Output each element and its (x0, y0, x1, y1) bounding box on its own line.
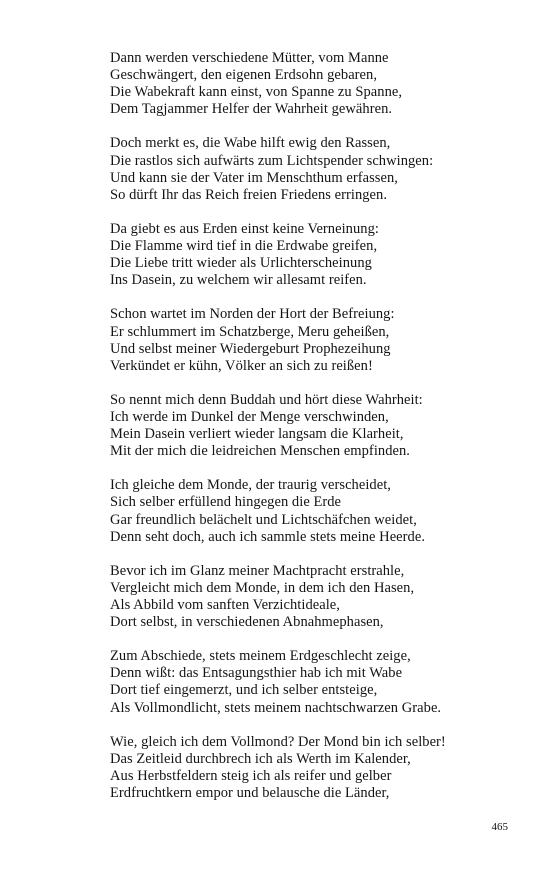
verse-line: So dürft Ihr das Reich freien Friedens erringen. (110, 186, 388, 203)
stanza-7 (110, 563, 510, 631)
verse-line: Denn seht doch, auch ich sammle stets meine Heerde. (110, 528, 426, 545)
verse-line: Dann werden verschiedene Mütter, vom Manne (110, 50, 389, 66)
verse-line: Mit der mich die leidreichen Menschen empfinden. (110, 443, 410, 460)
verse-line: Da giebt es aus Erden einst keine Verneinung: (110, 220, 379, 237)
verse-line: Dem Tagjammer Helfer der Wahrheit gewähren. (110, 101, 393, 118)
page-number: 465 (491, 821, 508, 833)
stanza-6 (110, 477, 510, 545)
stanza-2 (110, 135, 510, 203)
verse-line: Bevor ich im Glanz meiner Machtpracht erstrahle, (110, 562, 405, 579)
verse-line: Das Zeitleid durchbrech ich als Werth im Kalender, (110, 750, 411, 767)
verse-line: Erdfruchtkern empor und belausche die Länder, (110, 785, 390, 802)
verse-line: Ich gleiche dem Monde, der traurig verscheidet, (110, 477, 391, 494)
stanza-4 (110, 306, 510, 374)
verse-line: Vergleicht mich dem Monde, in dem ich den Hasen, (110, 579, 415, 596)
verse-line: Ich werde im Dunkel der Menge verschwinden, (110, 408, 389, 425)
stanza-3 (110, 221, 510, 289)
verse-line: Gar freundlich belächelt und Lichtschäfchen weidet, (110, 511, 417, 528)
verse-line: Wie, gleich ich dem Vollmond? Der Mond bin ich selber! (110, 733, 446, 750)
verse-line: Die Liebe tritt wieder als Urlichterscheinung (110, 255, 372, 272)
verse-line: Zum Abschiede, stets meinem Erdgeschlecht zeige, (110, 648, 411, 665)
verse-line: Ins Dasein, zu welchem wir allesamt reifen. (110, 272, 367, 289)
verse-line: Und kann sie der Vater im Menschthum erfassen, (110, 169, 398, 186)
verse-line: Schon wartet im Norden der Hort der Befreiung: (110, 306, 395, 323)
verse-line: Die rastlos sich aufwärts zum Lichtspender schwingen: (110, 152, 434, 169)
stanza-5 (110, 392, 510, 460)
verse-line: Doch merkt es, die Wabe hilft ewig den Rassen, (110, 135, 391, 152)
verse-line: Denn wißt: das Entsagungsthier hab ich mit Wabe (110, 665, 403, 682)
verse-line: Er schlummert im Schatzberge, Meru geheißen, (110, 323, 390, 340)
verse-line: Als Vollmondlicht, stets meinem nachtschwarzen Grabe. (110, 699, 442, 716)
verse-line: Geschwängert, den eigenen Erdsohn gebaren, (110, 67, 378, 84)
verse-line: Dort selbst, in verschiedenen Abnahmephasen, (110, 614, 384, 631)
stanza-8 (110, 648, 510, 716)
verse-line: Aus Herbstfeldern steig ich als reifer und gelber (110, 767, 392, 784)
stanza-1 (110, 50, 510, 118)
verse-line: Und selbst meiner Wiedergeburt Prophezeihung (110, 340, 391, 357)
verse-line: Die Wabekraft kann einst, von Spanne zu Spanne, (110, 84, 403, 101)
verse-line: Als Abbild vom sanften Verzichtideale, (110, 597, 340, 613)
verse-line: Sich selber erfüllend hingegen die Erde (110, 494, 342, 511)
verse-line: Verkündet er kühn, Völker an sich zu reißen! (110, 357, 373, 374)
stanza-9 (110, 734, 510, 802)
verse-line: Dort tief eingemerzt, und ich selber entsteige, (110, 682, 378, 699)
verse-line: Mein Dasein verliert wieder langsam die Klarheit, (110, 426, 404, 443)
verse-line: So nennt mich denn Buddah und hört diese Wahrheit: (110, 391, 423, 408)
poem-text (110, 50, 510, 819)
verse-line: Die Flamme wird tief in die Erdwabe greifen, (110, 238, 378, 255)
